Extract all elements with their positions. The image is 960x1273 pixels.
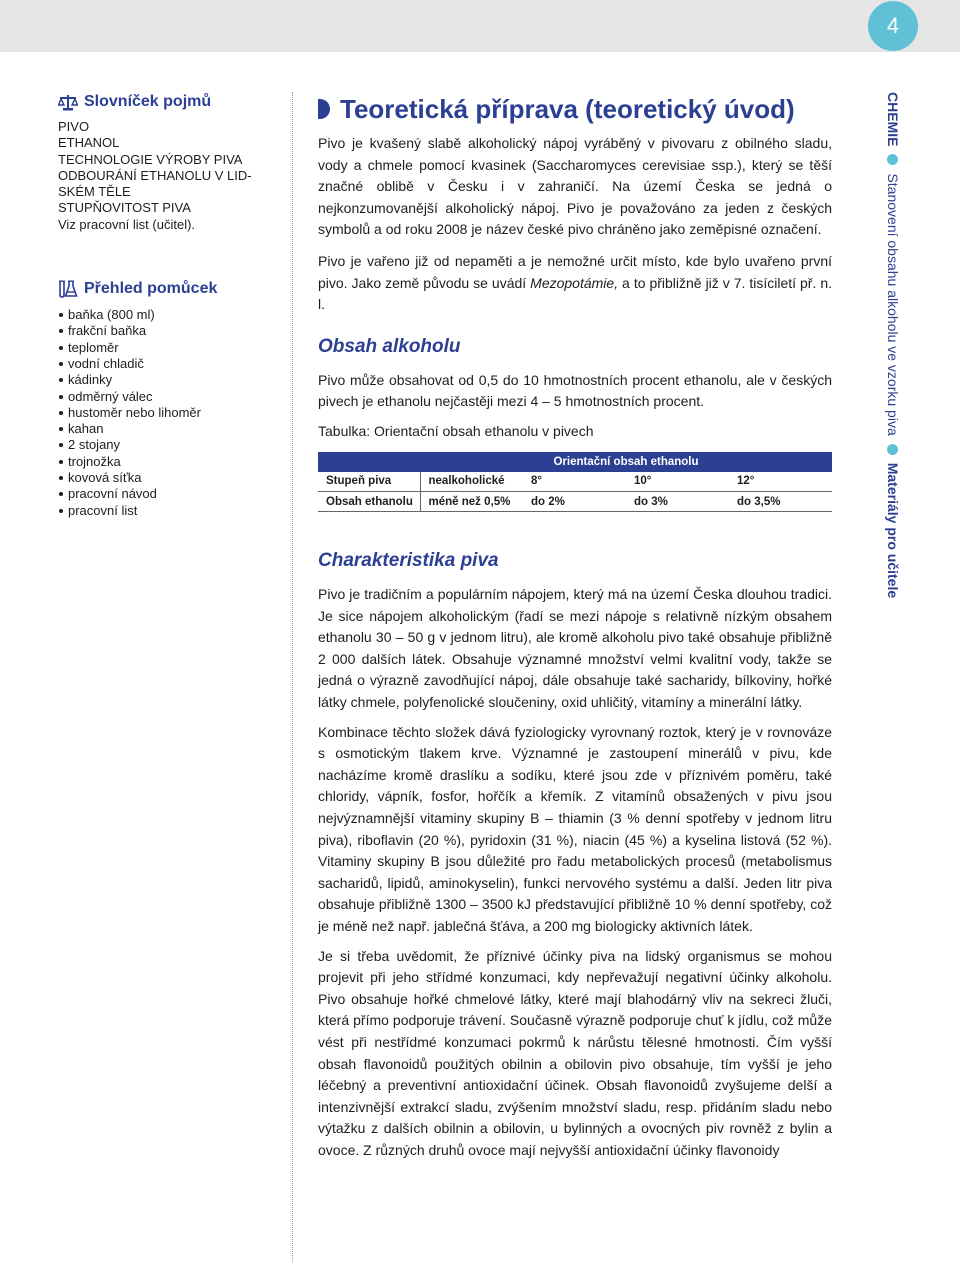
- glossary-list: [58, 119, 280, 233]
- list-item: frakční baňka: [58, 323, 280, 339]
- list-item: pracovní list: [58, 503, 280, 519]
- table-header: Orientační obsah ethanolu: [420, 452, 832, 472]
- table-corner: [318, 452, 420, 472]
- tools-list: [58, 307, 280, 519]
- tools-heading: [58, 279, 280, 299]
- side-label: [874, 92, 914, 612]
- history-origin: Mezopotámie,: [530, 274, 619, 291]
- page-number: 4: [868, 1, 918, 51]
- table-cell: do 3%: [626, 492, 729, 512]
- alcohol-heading: Obsah alkoholu: [318, 335, 461, 357]
- glossary-heading: [58, 92, 280, 112]
- main-heading: [318, 92, 832, 126]
- left-column: [58, 92, 280, 519]
- table-cell: do 3,5%: [729, 492, 832, 512]
- lab-flask-icon: [58, 280, 78, 298]
- column-divider: [292, 92, 293, 1262]
- list-item: baňka (800 ml): [58, 307, 280, 323]
- bullet-dot-icon: [888, 154, 899, 165]
- table-row: [318, 492, 832, 512]
- glossary-title: Slovníček pojmů: [84, 93, 212, 110]
- list-item: kovová síťka: [58, 470, 280, 486]
- tools-title: Přehled pomůcek: [84, 280, 218, 298]
- characteristics-paragraph: Pivo je tradičním a populárním nápojem, který má na území Česka dlouhou tradici. Je sice nápojem alkoholickým (řadí se mezi nápoje s relativně nízkým obsahem ethanolu 30 – 50 g v jednom litru), ale kromě alkoholu pivo také obsahuje přibližně 2 000 dalších látek. Obsahuje významné množství velmi kvalitní vody, takže se jedná o výrazně zavodňující nápoj, dále obsahuje také sacharidy, bílkoviny, hořké látky chmele, polyfenolické sloučeniny, oxid uhličitý, vitamíny a minerální látky.: [318, 586, 832, 710]
- list-item: trojnožka: [58, 454, 280, 470]
- characteristics-heading: Charakteristika piva: [318, 550, 499, 572]
- alcohol-paragraph: Pivo může obsahovat od 0,5 do 10 hmotnostních procent ethanolu, ale v českých pivech je ethanolu nejčastěji mezi 4 – 5 hmotnostních procent.: [318, 371, 832, 410]
- list-item: 2 stojany: [58, 437, 280, 453]
- side-topic: Stanovení obsahu alkoholu ve vzorku piva: [885, 173, 901, 436]
- bullet-dot-icon: [888, 444, 899, 455]
- list-item: odměrný válec: [58, 389, 280, 405]
- glossary-line: ETHANOL: [58, 135, 120, 151]
- table-cell: Obsah ethanolu: [318, 492, 420, 512]
- list-item: hustoměr nebo lihoměr: [58, 405, 280, 421]
- list-item: kahan: [58, 421, 280, 437]
- glossary-line: TECHNOLOGIE VÝROBY PIVA: [58, 151, 243, 167]
- list-item: kádinky: [58, 372, 280, 388]
- glossary-line: SKÉM TĚLE: [58, 184, 131, 200]
- glossary-line: Viz pracovní list (učitel).: [58, 216, 196, 232]
- table-row: [318, 472, 832, 492]
- list-item: pracovní návod: [58, 486, 280, 502]
- table-cell: méně než 0,5%: [420, 492, 523, 512]
- side-subject: CHEMIE: [885, 92, 901, 147]
- glossary-line: PIVO: [58, 119, 90, 134]
- list-item: vodní chladič: [58, 356, 280, 372]
- table-cell: nealkoholické: [420, 472, 523, 492]
- top-bar: [0, 0, 960, 52]
- effects-paragraph: Je si třeba uvědomit, že příznivé účinky piva na lidský organismus se mohou projevit při jeho střídmé konzumaci, kdy nepřevažují negativní účinky alkoholu. Pivo obsahuje hořké chmelové látky, které mají blahodárný vliv na sekreci žluči, která přímo podporuje trávení. Současně výrazně podporuje chuť k jídlu, což může vést při nestřídmé konzumaci pokrmů k nárůstu tělesné hmotnosti. Čím vyšší obsah flavonoidů použitých obilnin a obilovin pivo obsahuje, tím vyšší je jeho léčebný a preventivní antioxidační účinek. Obsah flavonoidů zvyšujeme delší a intenzivnější extrakcí sladu, zvýšením množství sladu, resp. přidáním sladu nebo výtažku z dalších obilnin a obilovin, u bylinných a ovocných piv rovněž z bylin a ovoce. Z různých druhů ovoce mají nejvyšší antioxidační účinky flavonoidy: [318, 947, 832, 1158]
- ethanol-table: [318, 452, 832, 513]
- page-title: Teoretická příprava (teoretický úvod): [340, 93, 795, 124]
- intro-paragraph: Pivo je kvašený slabě alkoholický nápoj vyráběný v pivovaru z obilného sladu, vody a chmele pomocí kvasinek (Saccharomyces cerevisiae ssp.), který se těší značné oblibě v Česku i v zahraničí. Na území Česka se jedná o nejkonzumovanější alkoholický nápoj. Pivo je považováno za jeden z českých symbolů a od roku 2008 je název české pivo chráněno jako zeměpisné označení.: [318, 135, 832, 238]
- table-cell: do 2%: [523, 492, 626, 512]
- list-item: teploměr: [58, 340, 280, 356]
- table-cell: 12°: [729, 472, 832, 492]
- composition-paragraph: Kombinace těchto složek dává fyziologicky vyrovnaný roztok, který je v rovnováze s osmotickým tlakem krve. Významné je zastoupení minerálů v pivu, kde nacházíme kromě draslíku a sodíku, které jsou zde v příznivém poměru, také chloridy, vápník, fosfor, hořčík a křemík. Z vitamínů obsažených v pivu jsou nejvýznamnější vitaminy skupiny B – thiamin (3 % denní spotřeby v jednom litru piva), riboflavin (20 %), pyridoxin (31 %), niacin (45 %) a kyselina listová (52 %). Vitaminy skupiny B jsou důležité pro řadu metabolických procesů (metabolismus sacharidů, lipidů, aminokyselin), funkci nervového systému a další. Jeden litr piva obsahuje přibližně 1300 – 3500 kJ představující přibližně 10 % denní spotřeby, což je méně než např. jablečná šťáva, a 200 mg biologicky aktivních látek.: [318, 723, 832, 934]
- side-audience: Materiály pro učitele: [885, 462, 901, 599]
- table-cell: 10°: [626, 472, 729, 492]
- table-caption: Tabulka: Orientační obsah ethanolu v pivech: [318, 422, 594, 439]
- scale-icon: [58, 94, 78, 111]
- table-cell: Stupeň piva: [318, 472, 420, 492]
- glossary-line: STUPŇOVITOST PIVA: [58, 200, 191, 216]
- table-cell: 8°: [523, 472, 626, 492]
- glossary-line: ODBOURÁNÍ ETHANOLU V LID-: [58, 167, 252, 183]
- history-paragraph: [318, 251, 832, 316]
- side-label-text: [882, 92, 904, 598]
- main-column: [318, 92, 832, 1161]
- history-text-end: a to přibližně již v 7. tisíciletí př. n. l.: [318, 274, 832, 313]
- history-text: Pivo je vařeno již od nepaměti a je nemožné určit místo, kde bylo uvařeno první pivo. Jako země původu se uvádí: [318, 252, 832, 291]
- half-circle-bullet-icon: [318, 97, 334, 121]
